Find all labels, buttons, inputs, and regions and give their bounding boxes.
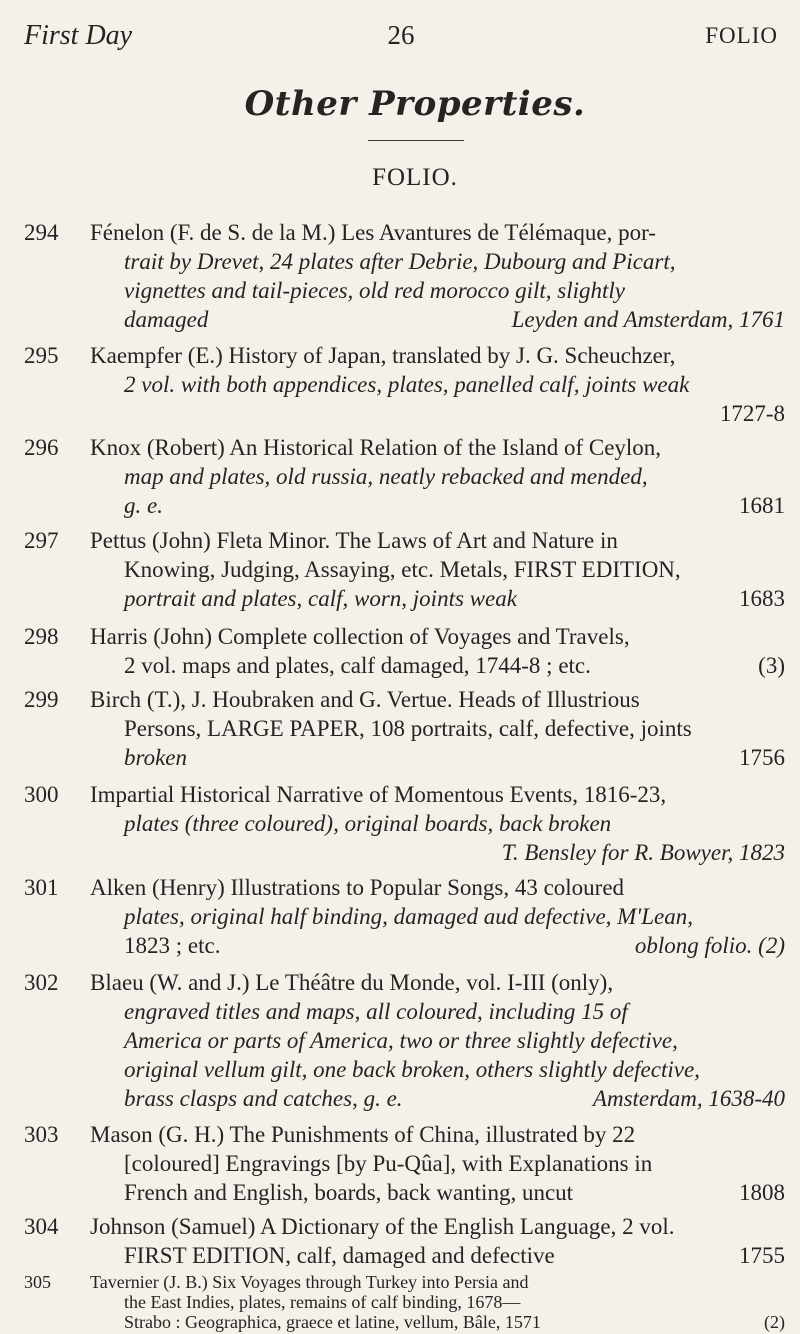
lot-line-text: Strabo : Geographica, graece et latine, vellum, Bâle, 1571 <box>124 1312 541 1332</box>
lot-line: original vellum gilt, one back broken, others slightly defective, <box>124 1057 700 1082</box>
lot-imprint: 1683 <box>739 586 785 611</box>
lot-line <box>90 743 785 772</box>
lot-line: Knox (Robert) An Historical Relation of the Island of Ceylon, <box>90 435 662 460</box>
lot-description <box>90 433 785 520</box>
lot-line <box>90 1178 785 1207</box>
lot-description <box>90 526 785 613</box>
page-header <box>24 20 778 54</box>
lot-imprint: 1681 <box>739 493 785 518</box>
lot-line: Tavernier (J. B.) Six Voyages through Turkey into Persia and <box>90 1272 529 1292</box>
lot-imprint: Amsterdam, 1638-40 <box>592 1086 785 1111</box>
lot-description <box>90 1120 785 1207</box>
lot-line-text: g. e. <box>124 493 163 518</box>
lot-imprint: T. Bensley for R. Bowyer, 1823 <box>501 840 785 865</box>
lot-description <box>90 968 785 1113</box>
lot-line: plates (three coloured), original boards, back broken <box>124 811 612 836</box>
lot-line: vignettes and tail-pieces, old red morocco gilt, slightly <box>124 278 626 303</box>
lot-line <box>90 651 785 680</box>
lot-line: the East Indies, plates, remains of calf binding, 1678— <box>124 1292 521 1312</box>
lot-number: 296 <box>24 435 59 460</box>
lot-line: engraved titles and maps, all coloured, including 15 of <box>124 999 628 1024</box>
lot-description <box>90 685 785 772</box>
lot-line: Mason (G. H.) The Punishments of China, illustrated by 22 <box>90 1122 636 1147</box>
lot-description <box>90 1212 785 1270</box>
lot-line: Birch (T.), J. Houbraken and G. Vertue. Heads of Illustrious <box>90 687 640 712</box>
lot-line: [coloured] Engravings [by Pu-Qûa], with Explanations in <box>124 1151 653 1176</box>
lot-line: Pettus (John) Fleta Minor. The Laws of Art and Nature in <box>90 528 618 553</box>
lot-line: Blaeu (W. and J.) Le Théâtre du Monde, vol. I-III (only), <box>90 970 614 995</box>
lot-line: Alken (Henry) Illustrations to Popular Songs, 43 coloured <box>90 875 625 900</box>
day-label: First Day <box>24 20 133 51</box>
lot-line: 2 vol. with both appendices, plates, panelled calf, joints weak <box>124 372 690 397</box>
lot-line: trait by Drevet, 24 plates after Debrie, Dubourg and Picart, <box>124 249 676 274</box>
lot-line: Impartial Historical Narrative of Momentous Events, 1816-23, <box>90 782 667 807</box>
lot-line <box>90 399 785 428</box>
lot-description <box>90 218 785 334</box>
page-number: 26 <box>387 20 415 50</box>
lot-line <box>90 838 785 867</box>
lot-number: 294 <box>24 220 59 245</box>
lot-line <box>90 584 785 613</box>
lot-description <box>90 780 785 867</box>
lot-imprint: 1756 <box>739 745 785 770</box>
lot-line: Kaempfer (E.) History of Japan, translated by J. G. Scheuchzer, <box>90 343 676 368</box>
lot-number: 301 <box>24 875 59 900</box>
lot-number: 303 <box>24 1122 59 1147</box>
lot-line: Persons, LARGE PAPER, 108 portraits, calf, defective, joints <box>124 716 692 741</box>
lot-imprint: oblong folio. (2) <box>634 933 785 958</box>
lot-line-text: broken <box>124 745 188 770</box>
lot-line-text: damaged <box>124 307 209 332</box>
lot-imprint: (3) <box>758 653 785 678</box>
lot-number: 295 <box>24 343 59 368</box>
lot-imprint: Leyden and Amsterdam, 1761 <box>511 307 785 332</box>
lot-description <box>90 1272 785 1332</box>
lot-description <box>90 622 785 680</box>
lot-imprint: (2) <box>764 1312 785 1332</box>
lot-line: Johnson (Samuel) A Dictionary of the English Language, 2 vol. <box>90 1214 675 1239</box>
lot-line: Harris (John) Complete collection of Voyages and Travels, <box>90 624 630 649</box>
lot-imprint: 1727-8 <box>719 401 785 426</box>
lot-number: 299 <box>24 687 59 712</box>
format-label: FOLIO <box>705 23 778 48</box>
lot-description <box>90 341 785 428</box>
lot-line <box>90 931 785 960</box>
section-subheading: FOLIO. <box>372 164 458 191</box>
lot-description <box>90 873 785 960</box>
lot-line-text: portrait and plates, calf, worn, joints weak <box>124 586 517 611</box>
lot-line: Knowing, Judging, Assaying, etc. Metals, FIRST EDITION, <box>124 557 681 582</box>
lot-number: 304 <box>24 1214 59 1239</box>
lot-line: map and plates, old russia, neatly rebacked and mended, <box>124 464 648 489</box>
lot-line <box>90 1312 785 1332</box>
lot-imprint: 1808 <box>739 1180 785 1205</box>
lot-line <box>90 305 785 334</box>
lot-line: America or parts of America, two or three slightly defective, <box>124 1028 678 1053</box>
lot-number: 305 <box>24 1272 51 1292</box>
section-title: Other Properties. <box>244 84 586 124</box>
title-rule <box>368 140 464 141</box>
lot-line-text: FIRST EDITION, calf, damaged and defective <box>124 1243 555 1268</box>
lot-number: 300 <box>24 782 59 807</box>
lot-number: 297 <box>24 528 59 553</box>
lot-line: plates, original half binding, damaged aud defective, M'Lean, <box>124 904 693 929</box>
lot-number: 298 <box>24 624 59 649</box>
lot-line-text: 2 vol. maps and plates, calf damaged, 1744-8 ; etc. <box>124 653 591 678</box>
lot-imprint: 1755 <box>739 1243 785 1268</box>
lot-line: Fénelon (F. de S. de la M.) Les Avantures de Télémaque, por- <box>90 220 656 245</box>
lot-line-text: brass clasps and catches, g. e. <box>124 1086 403 1111</box>
lot-line-text: French and English, boards, back wanting, uncut <box>124 1180 574 1205</box>
lot-number: 302 <box>24 970 59 995</box>
lot-line <box>90 1241 785 1270</box>
lot-line <box>90 491 785 520</box>
lot-line <box>90 1084 785 1113</box>
lot-line-text: 1823 ; etc. <box>124 933 221 958</box>
